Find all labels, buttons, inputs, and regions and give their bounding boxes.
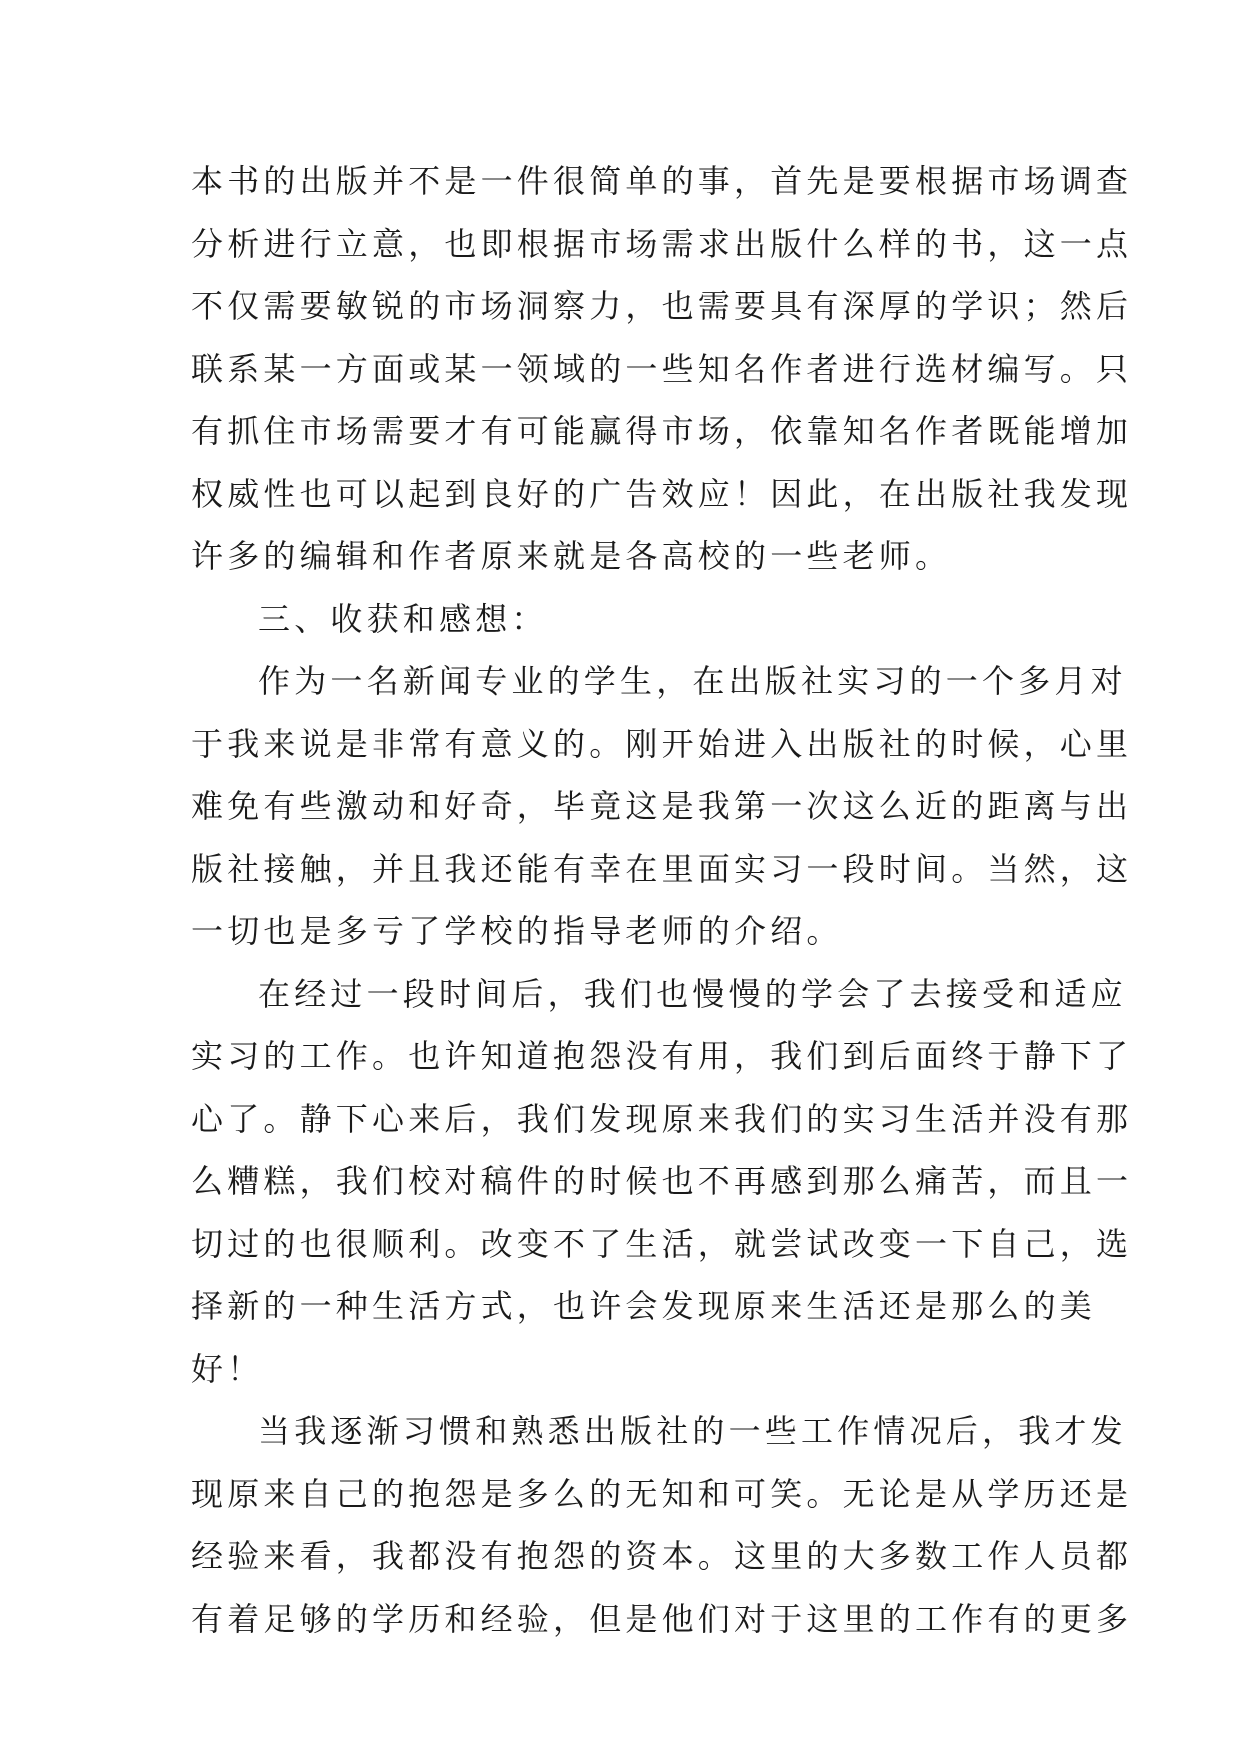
text-line: 么糟糕，我们校对稿件的时候也不再感到那么痛苦，而且一 bbox=[191, 1162, 1133, 1200]
text-line: 切过的也很顺利。改变不了生活，就尝试改变一下自己，选 bbox=[191, 1224, 1133, 1263]
text-line: 经验来看，我都没有抱怨的资本。这里的大多数工作人员都 bbox=[191, 1537, 1133, 1575]
text-line: 好！ bbox=[191, 1349, 264, 1388]
text-line: 实习的工作。也许知道抱怨没有用，我们到后面终于静下了 bbox=[191, 1037, 1133, 1075]
text-line: 有着足够的学历和经验，但是他们对于这里的工作有的更多 bbox=[191, 1599, 1133, 1638]
text-line: 心了。静下心来后，我们发现原来我们的实习生活并没有那 bbox=[191, 1099, 1133, 1138]
text-line: 一切也是多亏了学校的指导老师的介绍。 bbox=[191, 912, 843, 950]
text-line: 难免有些激动和好奇，毕竟这是我第一次这么近的距离与出 bbox=[191, 787, 1133, 825]
text-line: 于我来说是非常有意义的。刚开始进入出版社的时候，心里 bbox=[191, 724, 1133, 763]
text-line: 有抓住市场需要才有可能赢得市场，依靠知名作者既能增加 bbox=[191, 412, 1133, 450]
text-line: 在经过一段时间后，我们也慢慢的学会了去接受和适应 bbox=[258, 974, 1127, 1013]
body-text bbox=[191, 150, 1133, 1650]
text-line: 版社接触，并且我还能有幸在里面实习一段时间。当然，这 bbox=[191, 849, 1133, 888]
text-line: 择新的一种生活方式，也许会发现原来生活还是那么的美 bbox=[191, 1287, 1097, 1325]
text-line: 不仅需要敏锐的市场洞察力，也需要具有深厚的学识；然后 bbox=[191, 287, 1133, 325]
text-line: 权威性也可以起到良好的广告效应！因此，在出版社我发现 bbox=[191, 474, 1133, 513]
text-line: 三、收获和感想： bbox=[258, 599, 548, 638]
text-line: 联系某一方面或某一领域的一些知名作者进行选材编写。只 bbox=[191, 349, 1133, 388]
text-line: 当我逐渐习惯和熟悉出版社的一些工作情况后，我才发 bbox=[258, 1412, 1127, 1450]
text-line: 许多的编辑和作者原来就是各高校的一些老师。 bbox=[191, 537, 952, 575]
text-line: 作为一名新闻专业的学生，在出版社实习的一个多月对 bbox=[258, 662, 1127, 700]
text-line: 本书的出版并不是一件很简单的事，首先是要根据市场调查 bbox=[191, 162, 1133, 200]
text-line: 现原来自己的抱怨是多么的无知和可笑。无论是从学历还是 bbox=[191, 1474, 1133, 1513]
text-line: 分析进行立意，也即根据市场需求出版什么样的书，这一点 bbox=[191, 224, 1133, 263]
